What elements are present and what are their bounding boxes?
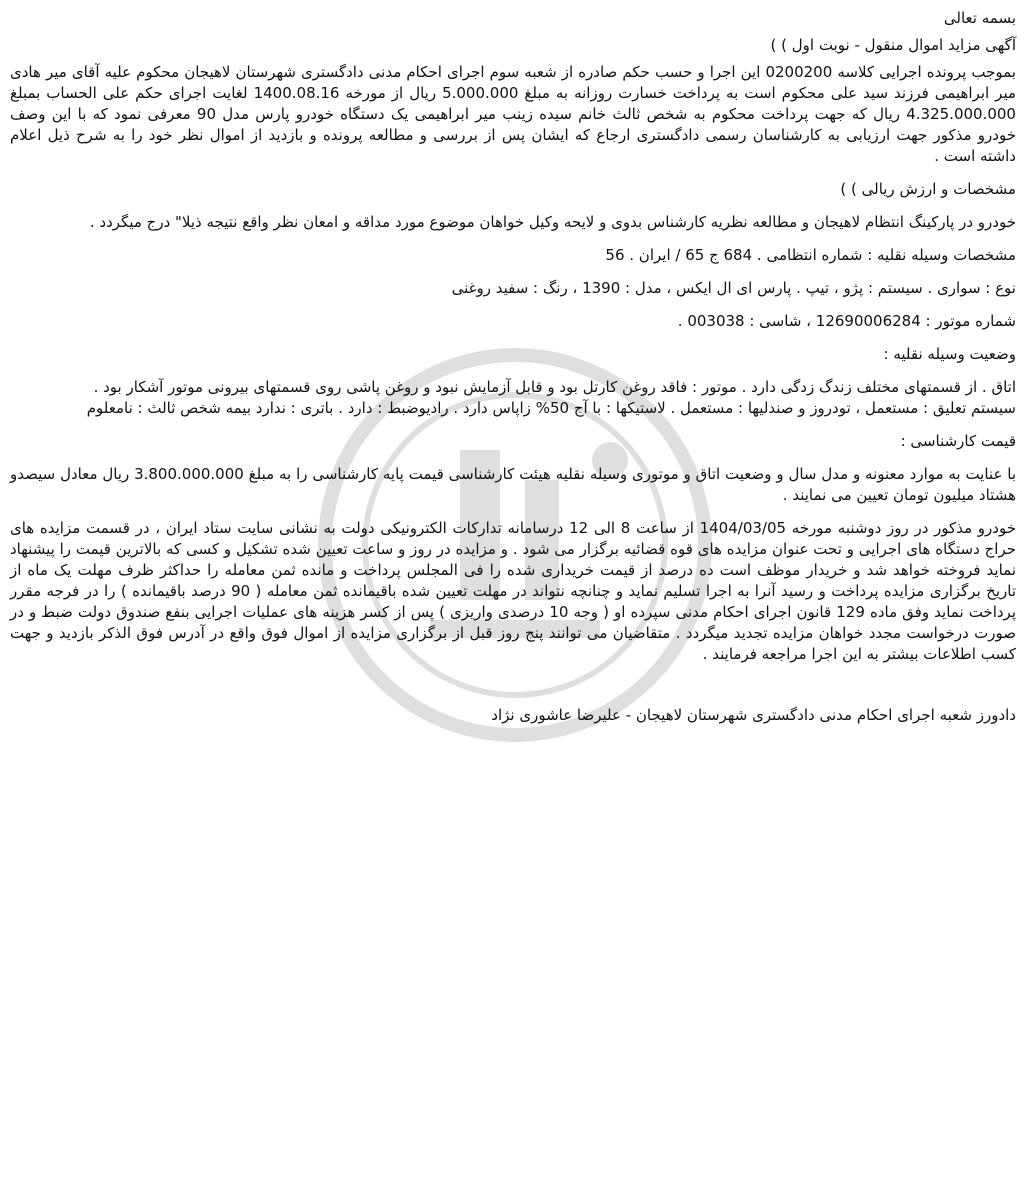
signature-line: دادورز شعبه اجرای احکام مدنی دادگستری شهرستان لاهیجان - علیرضا عاشوری نژاد — [491, 706, 1016, 724]
condition-line-2: سیستم تعلیق : مستعمل ، تودروز و صندلیها : مستعمل . لاستیکها : با آج 50% زاپاس دارد . رادیوضبط : دارد . باتری : ندارد بیمه شخص ثالث : نامعلوم — [86, 399, 1016, 417]
vehicle-numbers: شماره موتور : 12690006284 ، شاسی : 003038 . — [677, 312, 1016, 330]
notice-title: آگهی مزاید اموال منقول - نوبت اول ) ) — [770, 36, 1016, 54]
condition-heading: وضعیت وسیله نقلیه : — [883, 345, 1016, 363]
price-paragraph: با عنایت به موارد معنونه و مدل سال و وضعیت اتاق و موتوری وسیله نقلیه هیئت کارشناسی قیمت پایه کارشناسی را به مبلغ 3.800.000.000 ریال معادل سیصدو هشتاد میلیون تومان تعیین می نمایند . — [10, 465, 1016, 504]
auction-paragraph: خودرو مذکور در روز دوشنبه مورخه 1404/03/05 از ساعت 8 الی 12 درسامانه تدارکات الکترونیکی دولت به نشانی سایت ستاد ایران ، در قسمت مزایده های حراج دستگاه های اجرایی و تحت عنوان مزایده های قوه قضائیه برگزار می شود . و مزایده در روز و ساعت تعیین شده تشکیل و کسی که بالاترین قیمت را پیشنهاد نماید فروخته خواهد شد و خریدار موظف است ده درصد از قیمت خریداری شده را فی المجلس پرداخت و مانده ثمن معامله را حداکثر ظرف مهلت یک ماه از تاریخ برگزاری مزایده پرداخت و رسید آنرا به اجرا تسلیم نماید و چنانچه نتواند در مهلت تعیین شده باقیمانده ثمن معامله ( 90 درصد باقیمانده ) را در فرجه مقرر پرداخت نماید وفق ماده 129 قانون اجرای احکام مدنی سپرده او ( وجه 10 درصدی واریزی ) پس از کسر هزینه های عملیات اجرایی بنفع صندوق دولت ضبط و در صورت درخواست مجدد خواهان مزایده تجدید میگردد . متقاضیان می توانند پنج روز قبل از برگزاری مزایده از اموال فوق واقع در آدرس فوق الذکر بازدید و جهت کسب اطلاعات بیشتر به این اجرا مراجعه فرمایند . — [10, 519, 1017, 663]
document-heading: بسمه تعالی — [943, 9, 1016, 27]
price-heading: قیمت کارشناسی : — [900, 432, 1016, 450]
specs-intro-paragraph: خودرو در پارکینگ انتظام لاهیجان و مطالعه نظریه کارشناس بدوی و لایحه وکیل خواهان موضوع مورد مداقه و امعان نظر واقع نتیجه ذیلا" درج میگردد . — [89, 213, 1016, 231]
vehicle-specs: مشخصات وسیله نقلیه : شماره انتظامی . 684 ج 65 / ایران . 56 — [605, 246, 1016, 264]
specs-heading: مشخصات و ارزش ریالی ) ) — [840, 180, 1016, 198]
intro-paragraph: بموجب پرونده اجرایی کلاسه 0200200 این اجرا و حسب حکم صادره از شعبه سوم اجرای احکام مدنی دادگستری شهرستان لاهیجان محکوم علیه آقای میر هادی میر ابراهیمی فرزند سید علی محکوم است به پرداخت خسارت روزانه به مبلغ 5.000.000 ریال از مورخه 1400.08.16 لغایت اجرای حکم علی الحساب بمبلغ 4.325.000.000 ریال که جهت پرداخت محکوم به شخص ثالث خانم سیده زینب میر ابراهیمی یک دستگاه خودرو پارس مدل 90 معرفی نمود که با این وصف خودرو مذکور جهت ارزیابی به کارشناسان رسمی دادگستری ارجاع که ایشان پس از بررسی و مطالعه پرونده و بازدید از اموال نظر خود را به شرح ذیل اعلام داشته است . — [10, 63, 1017, 165]
condition-line-1: اتاق . از قسمتهای مختلف زندگ زدگی دارد . موتور : فاقد روغن کارتل بود و قابل آزمایش نبود و روغن پاشی روی قسمتهای بیرونی موتور آشکار بود . — [93, 378, 1016, 396]
vehicle-type: نوع : سواری . سیستم : پژو ، تیپ . پارس ای ال ایکس ، مدل : 1390 ، رنگ : سفید روغنی — [451, 279, 1016, 297]
